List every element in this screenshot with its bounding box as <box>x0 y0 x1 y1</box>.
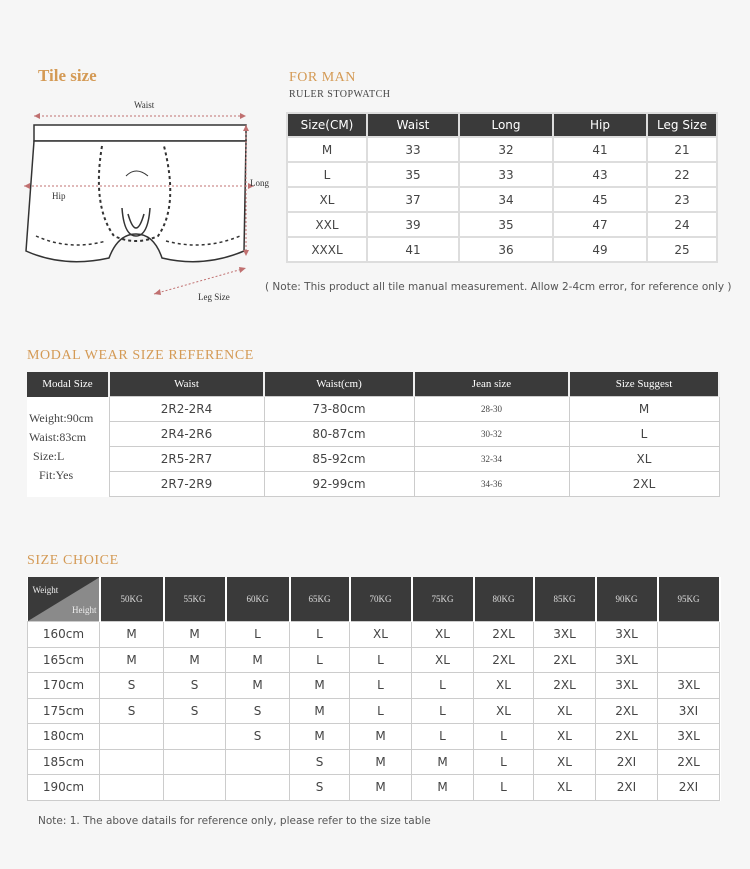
table-cell: XXXL <box>288 238 366 261</box>
table-cell: 25 <box>648 238 716 261</box>
table-cell: 41 <box>554 138 646 161</box>
height-cell: 160cm <box>28 622 100 648</box>
size-cell: 3XL <box>658 724 720 750</box>
size-cell <box>100 749 164 775</box>
size-cell: L <box>350 698 412 724</box>
table-cell: L <box>569 422 719 447</box>
size-cell: S <box>164 698 226 724</box>
weight-header: 75KG <box>412 577 474 622</box>
weight-header: 65KG <box>290 577 350 622</box>
table-row <box>28 622 720 648</box>
size-cell: XL <box>474 673 534 699</box>
size-cell: L <box>226 622 290 648</box>
size-cell <box>226 775 290 801</box>
table-cell: 32-34 <box>414 447 569 472</box>
table-row <box>27 422 719 447</box>
tile-size-title: Tile size <box>38 66 97 85</box>
size-cell: S <box>290 775 350 801</box>
corner-height-label: Height <box>72 605 97 615</box>
size-cell: S <box>100 698 164 724</box>
size-cell <box>164 749 226 775</box>
table-cell: 34 <box>460 188 552 211</box>
size-cell: S <box>164 673 226 699</box>
size-cell: M <box>290 698 350 724</box>
size-cell: 3XL <box>596 647 658 673</box>
size-cell: 3XL <box>534 622 596 648</box>
header-cell: Size(CM) <box>288 114 366 136</box>
table-cell: 35 <box>460 213 552 236</box>
table-cell: 22 <box>648 163 716 186</box>
table-cell: 23 <box>648 188 716 211</box>
table-row <box>27 447 719 472</box>
size-cell <box>658 622 720 648</box>
table-row <box>27 397 719 422</box>
size-cell: S <box>226 724 290 750</box>
table-row <box>28 775 720 801</box>
weight-header: 60KG <box>226 577 290 622</box>
weight-height-corner-cell <box>28 577 100 622</box>
size-cell: M <box>226 647 290 673</box>
size-cell: 2XL <box>534 673 596 699</box>
underwear-measurement-diagram <box>14 96 276 306</box>
table-cell: 24 <box>648 213 716 236</box>
table-cell: 2R5-2R7 <box>109 447 264 472</box>
size-cell: L <box>290 647 350 673</box>
size-cell: S <box>100 673 164 699</box>
size-cell: 2XL <box>596 724 658 750</box>
size-cell: L <box>412 673 474 699</box>
size-cell <box>164 775 226 801</box>
table-cell: XXL <box>288 213 366 236</box>
table-cell: L <box>288 163 366 186</box>
table-cell: 41 <box>368 238 458 261</box>
table-cell: 2R2-2R4 <box>109 397 264 422</box>
height-cell: 185cm <box>28 749 100 775</box>
size-cell: L <box>474 775 534 801</box>
waist-label: Waist <box>134 100 155 110</box>
size-cell: XL <box>412 622 474 648</box>
profile-waist: Waist:83cm <box>29 429 87 444</box>
corner-weight-label: Weight <box>32 585 59 595</box>
table-cell: 45 <box>554 188 646 211</box>
table-header-row <box>27 372 719 397</box>
size-table-note: Note: 1. The above datails for reference only, please refer to the size table <box>38 815 431 827</box>
weight-header: 55KG <box>164 577 226 622</box>
height-cell: 165cm <box>28 647 100 673</box>
height-cell: 175cm <box>28 698 100 724</box>
hip-label: Hip <box>52 191 66 201</box>
size-cell: XL <box>474 698 534 724</box>
header-cell: Waist(cm) <box>264 372 414 397</box>
table-cell: 21 <box>648 138 716 161</box>
weight-header: 50KG <box>100 577 164 622</box>
header-cell: Long <box>460 114 552 136</box>
size-cell: S <box>226 698 290 724</box>
for-man-title: FOR MAN <box>289 70 356 85</box>
size-cell: M <box>290 724 350 750</box>
table-cell: XL <box>569 447 719 472</box>
table-cell: 35 <box>368 163 458 186</box>
size-cell: 3XI <box>658 698 720 724</box>
size-cell: L <box>474 724 534 750</box>
modal-wear-size-table <box>27 372 720 497</box>
table-row <box>28 673 720 699</box>
weight-header: 80KG <box>474 577 534 622</box>
table-cell: 34-36 <box>414 472 569 497</box>
table-cell: 28-30 <box>414 397 569 422</box>
size-cell: L <box>350 673 412 699</box>
size-cell: L <box>412 698 474 724</box>
table-row <box>288 213 716 236</box>
measurement-note: ( Note: This product all tile manual measurement. Allow 2-4cm error, for reference only ) <box>265 281 732 293</box>
header-cell: Waist <box>368 114 458 136</box>
table-cell: 43 <box>554 163 646 186</box>
size-cell: 3XL <box>596 622 658 648</box>
size-cell: M <box>164 622 226 648</box>
leg-size-label: Leg Size <box>198 292 230 302</box>
weight-header: 95KG <box>658 577 720 622</box>
table-cell: 2R4-2R6 <box>109 422 264 447</box>
table-cell: M <box>288 138 366 161</box>
size-cell: 2XI <box>596 775 658 801</box>
table-cell: 30-32 <box>414 422 569 447</box>
size-cell: M <box>350 775 412 801</box>
table-cell: 33 <box>368 138 458 161</box>
height-cell: 170cm <box>28 673 100 699</box>
table-cell: M <box>569 397 719 422</box>
size-cell <box>226 749 290 775</box>
size-cell: M <box>164 647 226 673</box>
size-cell: L <box>290 622 350 648</box>
modal-wear-title: MODAL WEAR SIZE REFERENCE <box>27 348 254 363</box>
size-choice-table <box>27 577 721 801</box>
table-cell: XL <box>288 188 366 211</box>
size-cell: M <box>350 749 412 775</box>
profile-size: Size:L <box>33 448 65 463</box>
header-cell: Jean size <box>414 372 569 397</box>
table-header-row <box>28 577 720 622</box>
size-cell: 3XL <box>658 673 720 699</box>
table-cell: 32 <box>460 138 552 161</box>
table-cell: 92-99cm <box>264 472 414 497</box>
size-cell: 2XL <box>596 698 658 724</box>
size-cell <box>100 775 164 801</box>
table-header-row <box>288 114 716 136</box>
for-man-size-table <box>286 112 718 263</box>
size-cell: XL <box>534 749 596 775</box>
size-cell: L <box>350 647 412 673</box>
table-cell: 36 <box>460 238 552 261</box>
size-cell: 2XL <box>534 647 596 673</box>
size-cell: L <box>474 749 534 775</box>
weight-header: 70KG <box>350 577 412 622</box>
table-row <box>28 749 720 775</box>
table-cell: 39 <box>368 213 458 236</box>
table-cell: 85-92cm <box>264 447 414 472</box>
table-cell: 80-87cm <box>264 422 414 447</box>
table-cell: 47 <box>554 213 646 236</box>
size-cell: 2XI <box>596 749 658 775</box>
long-label: Long <box>250 178 269 188</box>
header-cell: Leg Size <box>648 114 716 136</box>
table-cell: 2R7-2R9 <box>109 472 264 497</box>
size-cell: XL <box>534 724 596 750</box>
size-cell: XL <box>534 698 596 724</box>
size-cell: M <box>412 749 474 775</box>
size-cell: 2XL <box>474 622 534 648</box>
size-cell: 2XL <box>474 647 534 673</box>
table-cell: 2XL <box>569 472 719 497</box>
size-choice-title: SIZE CHOICE <box>27 553 119 568</box>
table-row <box>28 698 720 724</box>
size-cell: 2XI <box>658 775 720 801</box>
table-row <box>28 724 720 750</box>
table-row <box>28 647 720 673</box>
size-cell: 2XL <box>658 749 720 775</box>
height-cell: 190cm <box>28 775 100 801</box>
header-cell: Hip <box>554 114 646 136</box>
table-cell: 37 <box>368 188 458 211</box>
size-cell: S <box>290 749 350 775</box>
size-cell: L <box>412 724 474 750</box>
size-cell: XL <box>350 622 412 648</box>
table-cell: 33 <box>460 163 552 186</box>
size-cell <box>100 724 164 750</box>
weight-header: 85KG <box>534 577 596 622</box>
size-cell: M <box>100 622 164 648</box>
model-profile <box>27 397 109 497</box>
height-cell: 180cm <box>28 724 100 750</box>
size-cell: M <box>412 775 474 801</box>
header-cell: Waist <box>109 372 264 397</box>
table-row <box>288 138 716 161</box>
size-cell: 3XL <box>596 673 658 699</box>
profile-weight: Weight:90cm <box>29 410 94 425</box>
for-man-subtitle: RULER STOPWATCH <box>289 89 391 100</box>
size-cell: XL <box>534 775 596 801</box>
profile-fit: Fit:Yes <box>39 467 74 482</box>
table-cell: 49 <box>554 238 646 261</box>
table-row <box>288 188 716 211</box>
size-cell: XL <box>412 647 474 673</box>
size-cell: M <box>350 724 412 750</box>
table-row <box>27 472 719 497</box>
table-row <box>288 238 716 261</box>
weight-header: 90KG <box>596 577 658 622</box>
table-cell: 73-80cm <box>264 397 414 422</box>
header-cell: Size Suggest <box>569 372 719 397</box>
header-cell: Modal Size <box>27 372 109 397</box>
size-cell <box>658 647 720 673</box>
size-cell: M <box>100 647 164 673</box>
size-cell: M <box>226 673 290 699</box>
size-cell: M <box>290 673 350 699</box>
table-row <box>288 163 716 186</box>
size-cell <box>164 724 226 750</box>
